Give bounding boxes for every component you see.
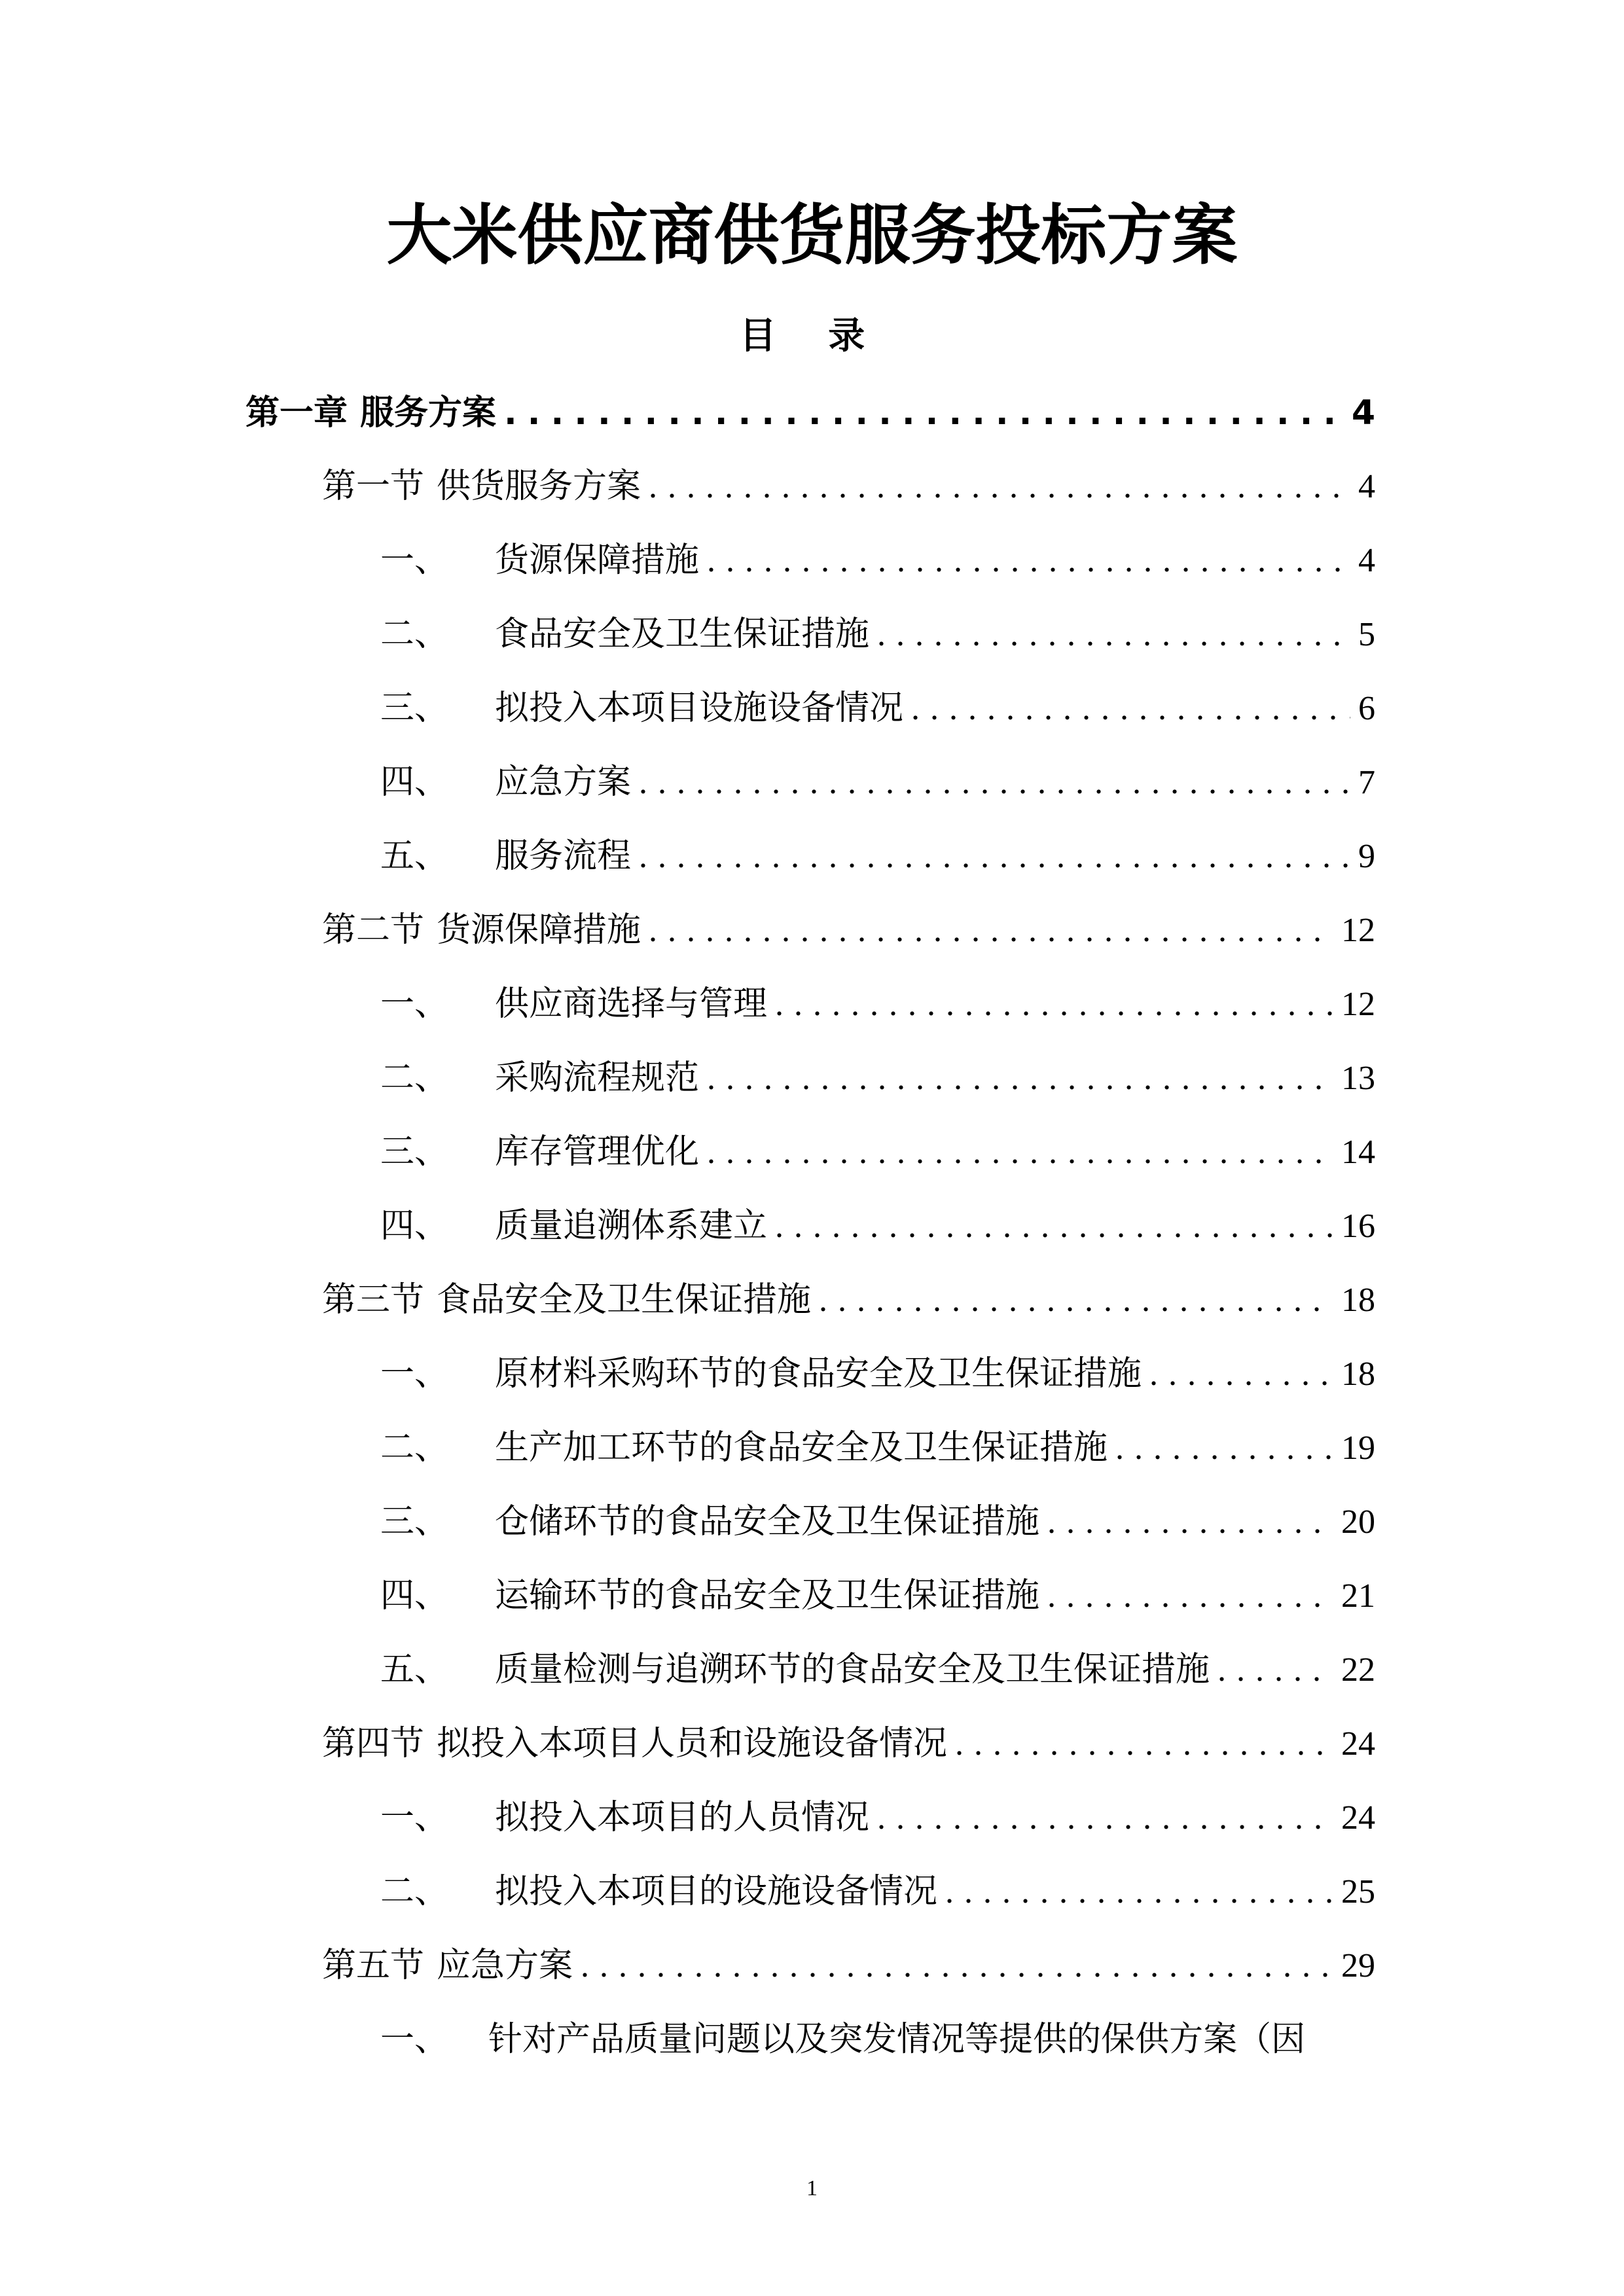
toc-entry-title: 原材料采购环节的食品安全及卫生保证措施	[495, 1355, 1142, 1393]
toc-entry-page: 4	[1358, 468, 1375, 505]
toc-entry-page: 4	[1358, 542, 1375, 579]
dot-leader	[911, 685, 1350, 732]
toc-entry-page: 21	[1341, 1577, 1375, 1615]
toc-entry-page: 6	[1358, 690, 1375, 727]
toc-entry-title: 质量检测与追溯环节的食品安全及卫生保证措施	[495, 1651, 1210, 1689]
toc-entry-title: 食品安全及卫生保证措施	[437, 1282, 812, 1319]
toc-entry-page: 9	[1358, 838, 1375, 875]
dot-leader	[707, 537, 1350, 584]
dot-leader	[1047, 1573, 1333, 1620]
toc-entry-number: 第一节	[322, 468, 425, 505]
dot-leader	[707, 1129, 1333, 1176]
toc-entry-title: 采购流程规范	[495, 1060, 700, 1097]
toc-entry-title: 仓储环节的食品安全及卫生保证措施	[495, 1503, 1040, 1541]
toc-entry-page: 7	[1358, 764, 1375, 801]
toc-entry-page: 12	[1341, 986, 1375, 1023]
toc-entry-page: 16	[1341, 1208, 1375, 1245]
toc-entry-number: 第二节	[322, 912, 425, 949]
dot-leader	[955, 1721, 1333, 1768]
dot-leader	[1047, 1499, 1333, 1546]
toc-entry-title: 服务流程	[495, 838, 632, 875]
toc-entry-page: 18	[1341, 1282, 1375, 1319]
dot-leader	[639, 833, 1350, 880]
toc-entry-page: 13	[1341, 1060, 1375, 1097]
toc-entry-title: 应急方案	[495, 764, 632, 801]
dot-leader	[945, 1869, 1333, 1916]
toc-entry-title: 拟投入本项目的人员情况	[495, 1799, 870, 1837]
dot-leader	[639, 759, 1350, 806]
toc-entry[interactable]	[380, 759, 1375, 806]
toc-entry-title: 质量追溯体系建立	[495, 1208, 768, 1245]
toc-entry-title: 供应商选择与管理	[495, 986, 768, 1023]
toc-entry-title: 应急方案	[437, 1947, 573, 1984]
toc-entry-title: 生产加工环节的食品安全及卫生保证措施	[495, 1429, 1108, 1467]
toc-entry[interactable]	[322, 1277, 1375, 1324]
toc-entry-page: 5	[1358, 616, 1375, 653]
toc-entry-number: 一、	[380, 1799, 449, 1837]
toc-entry-title: 货源保障措施	[495, 542, 700, 579]
toc-entry-title: 拟投入本项目人员和设施设备情况	[437, 1725, 948, 1763]
toc-entry[interactable]	[380, 1647, 1375, 1694]
toc-entry-number: 一、	[380, 542, 449, 579]
toc-entry[interactable]	[380, 1203, 1375, 1250]
toc-entry-title: 针对产品质量问题以及突发情况等提供的保供方案（因	[488, 2021, 1306, 2058]
toc-entry[interactable]	[380, 2017, 1305, 2064]
toc-entry-page: 25	[1341, 1873, 1375, 1910]
toc-entry-number: 一、	[380, 1355, 449, 1393]
toc-entry-number: 一、	[380, 2021, 449, 2058]
toc-entry[interactable]	[380, 1351, 1375, 1398]
toc-entry-number: 第一章	[245, 393, 348, 433]
toc-entry-number: 第五节	[322, 1947, 425, 1984]
toc-entry[interactable]	[380, 685, 1375, 732]
toc-entry-title: 拟投入本项目设施设备情况	[495, 690, 904, 727]
toc-entry[interactable]	[380, 1573, 1375, 1620]
toc-entry-number: 三、	[380, 1503, 449, 1541]
dot-leader	[1115, 1425, 1333, 1472]
toc-entry-page: 19	[1341, 1429, 1375, 1467]
dot-leader	[819, 1277, 1333, 1324]
toc-entry[interactable]	[380, 1499, 1375, 1546]
toc-entry[interactable]	[322, 1721, 1375, 1768]
toc-entry-page: 14	[1341, 1134, 1375, 1171]
toc-entry-page: 20	[1341, 1503, 1375, 1541]
toc-entry-page: 24	[1341, 1725, 1375, 1763]
toc-entry[interactable]	[380, 611, 1375, 658]
dot-leader	[775, 1203, 1333, 1250]
toc-entry[interactable]	[380, 1055, 1375, 1102]
toc-entry-page: 12	[1341, 912, 1375, 949]
dot-leader	[877, 611, 1350, 658]
dot-leader	[1149, 1351, 1333, 1398]
dot-leader	[1218, 1647, 1333, 1694]
toc-entry-number: 二、	[380, 1873, 449, 1910]
dot-leader	[877, 1795, 1333, 1842]
dot-leader	[707, 1055, 1333, 1102]
toc-entry-number: 四、	[380, 1577, 449, 1615]
toc-entry-number: 三、	[380, 1134, 449, 1171]
toc-entry-page: 18	[1341, 1355, 1375, 1393]
page-number: 1	[806, 2176, 818, 2200]
toc-entry-page: 24	[1341, 1799, 1375, 1837]
dot-leader	[504, 389, 1344, 437]
toc-entry-title: 运输环节的食品安全及卫生保证措施	[495, 1577, 1040, 1615]
toc-entry-number: 二、	[380, 1429, 449, 1467]
toc-entry-number: 三、	[380, 690, 449, 727]
toc-entry-page: 4	[1351, 393, 1375, 433]
toc-entry-page: 29	[1341, 1947, 1375, 1984]
toc-entry-number: 五、	[380, 1651, 449, 1689]
toc-entry[interactable]	[245, 389, 1375, 437]
toc-entry-number: 五、	[380, 838, 449, 875]
toc-entry[interactable]	[380, 1129, 1375, 1176]
toc-entry[interactable]	[380, 537, 1375, 584]
toc-entry[interactable]	[380, 1869, 1375, 1916]
toc-entry-title: 拟投入本项目的设施设备情况	[495, 1873, 938, 1910]
dot-leader	[649, 907, 1333, 954]
toc-entry-page: 22	[1341, 1651, 1375, 1689]
dot-leader	[649, 463, 1350, 511]
toc-heading: 目 录	[739, 315, 885, 357]
toc-entry-number: 四、	[380, 1208, 449, 1245]
toc-entry-title: 食品安全及卫生保证措施	[495, 616, 870, 653]
dot-leader	[581, 1943, 1333, 1990]
toc-entry[interactable]	[322, 1943, 1375, 1990]
toc-entry-title: 服务方案	[360, 393, 497, 433]
toc-entry-number: 四、	[380, 764, 449, 801]
toc-entry-number: 第四节	[322, 1725, 425, 1763]
toc-entry-number: 二、	[380, 616, 449, 653]
toc-entry[interactable]	[380, 1795, 1375, 1842]
document-title: 大米供应商供货服务投标方案	[386, 197, 1238, 274]
toc-entry[interactable]	[380, 833, 1375, 880]
toc-entry[interactable]	[322, 907, 1375, 954]
toc-entry[interactable]	[322, 463, 1375, 511]
toc-entry[interactable]	[380, 981, 1375, 1028]
toc-entry[interactable]	[380, 1425, 1375, 1472]
toc-entry-number: 二、	[380, 1060, 449, 1097]
toc-entry-title: 库存管理优化	[495, 1134, 700, 1171]
toc-entry-title: 货源保障措施	[437, 912, 641, 949]
dot-leader	[775, 981, 1333, 1028]
toc-entry-title: 供货服务方案	[437, 468, 641, 505]
toc-entry-number: 一、	[380, 986, 449, 1023]
toc-entry-number: 第三节	[322, 1282, 425, 1319]
